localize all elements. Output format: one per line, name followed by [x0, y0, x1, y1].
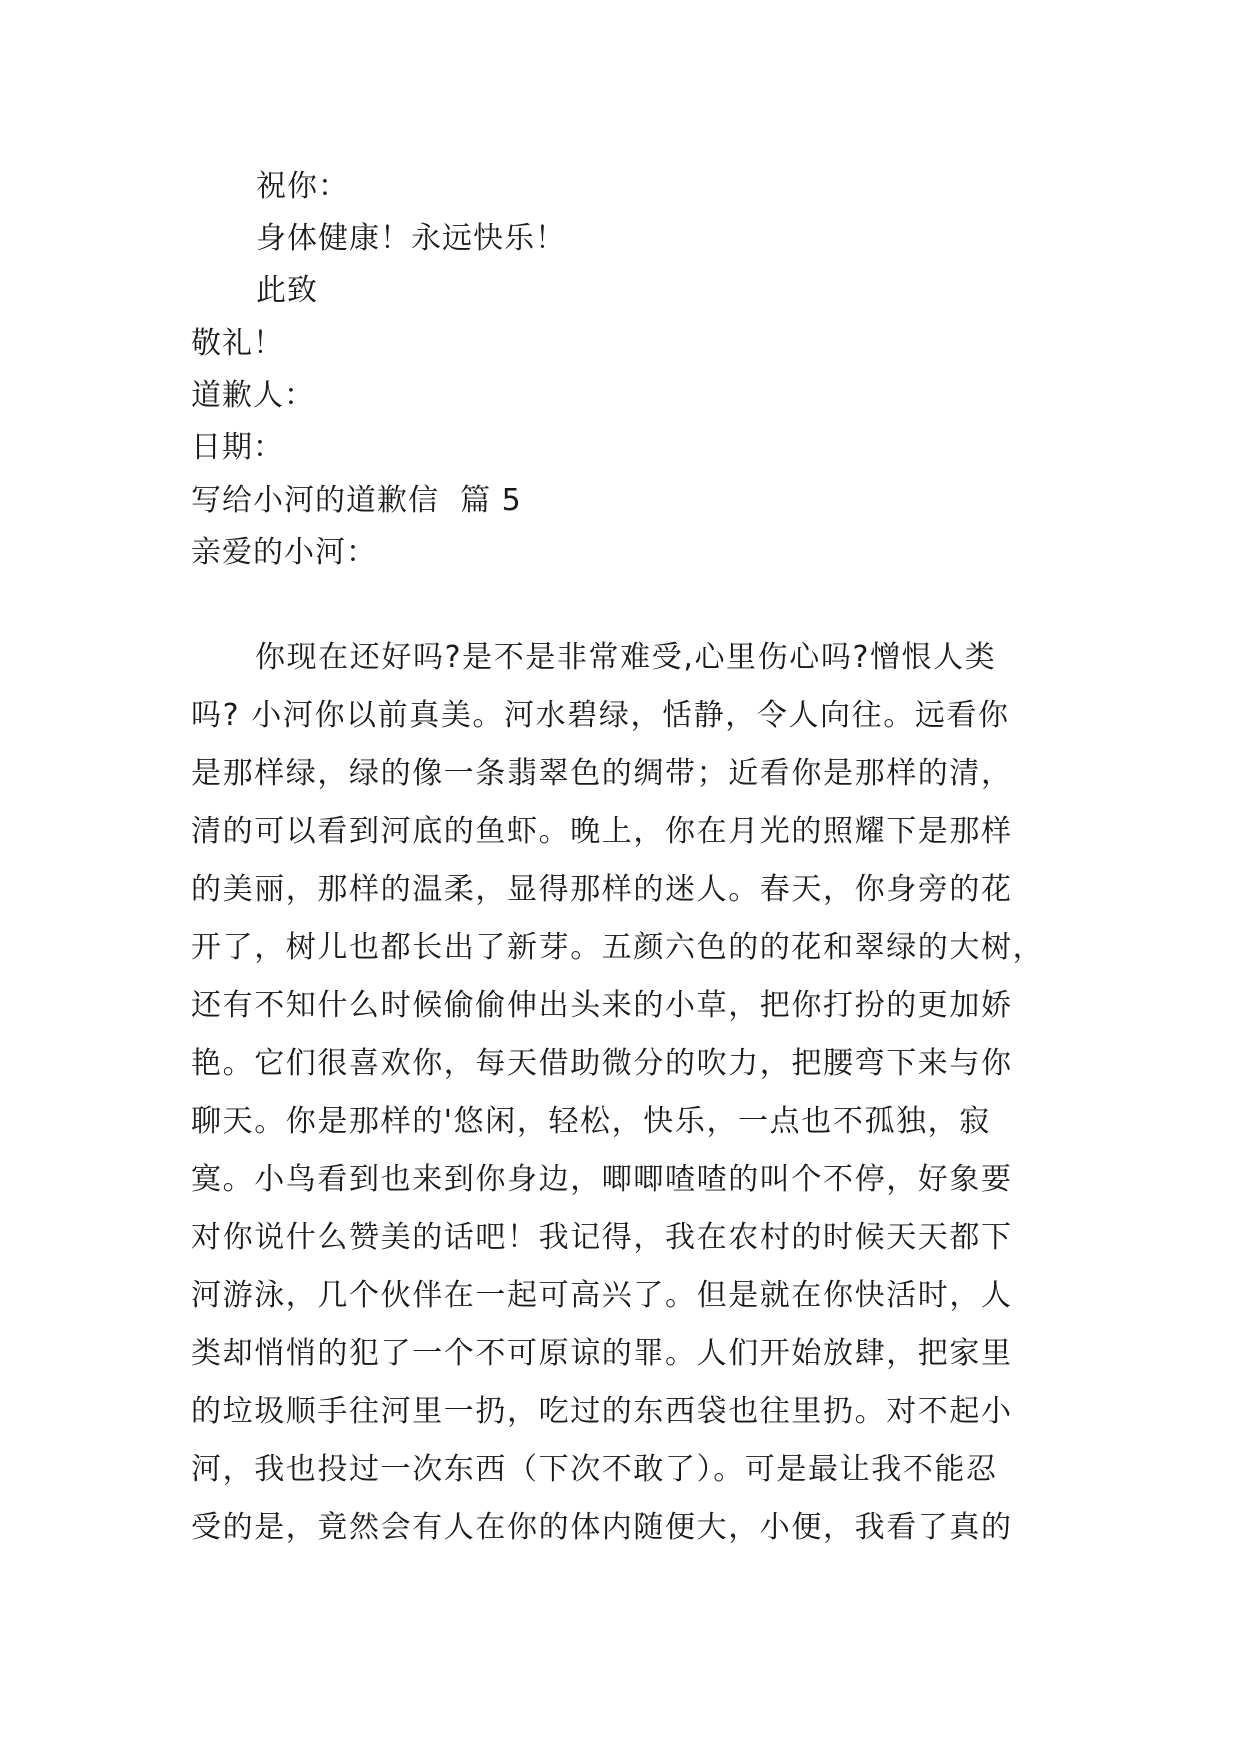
body-line: 吗? 小河你以前真美。河水碧绿，恬静，令人向往。远看你 — [191, 698, 1010, 733]
body-line: 聊天。你是那样的'悠闲，轻松，快乐，一点也不孤独，寂 — [191, 1104, 991, 1139]
body-line: 你现在还好吗?是不是非常难受,心里伤心吗?憎恨人类 — [255, 640, 997, 675]
body-line: 的垃圾顺手往河里一扔，吃过的东西袋也往里扔。对不起小 — [191, 1394, 1013, 1429]
body-line: 河，我也投过一次东西（下次不敢了）。可是最让我不能忍 — [191, 1452, 998, 1487]
body-line: 还有不知什么时候偷偷伸出头来的小草，把你打扮的更加娇 — [191, 988, 1013, 1023]
body-line: 受的是，竟然会有人在你的体内随便大，小便，我看了真的 — [191, 1510, 1013, 1545]
body-line: 的美丽，那样的温柔，显得那样的迷人。春天，你身旁的花 — [191, 872, 1013, 907]
letter-body — [191, 629, 1051, 1557]
body-line: 类却悄悄的犯了一个不可原谅的罪。人们开始放肆，把家里 — [191, 1336, 1013, 1371]
section-title: 写给小河的道歉信 篇 5 — [191, 483, 522, 518]
wish-label: 祝你： — [256, 169, 349, 204]
wish-text: 身体健康！永远快乐！ — [256, 221, 566, 256]
body-line: 开了，树儿也都长出了新芽。五颜六色的的花和翠绿的大树， — [191, 930, 1045, 965]
salute-line-1: 此致 — [256, 273, 318, 308]
salute-line-2: 敬礼！ — [191, 326, 284, 361]
body-line: 寞。小鸟看到也来到你身边，唧唧喳喳的叫个不停，好象要 — [191, 1162, 1013, 1197]
letter-greeting: 亲爱的小河： — [191, 535, 377, 570]
body-line: 清的可以看到河底的鱼虾。晚上，你在月光的照耀下是那样 — [191, 814, 1013, 849]
body-line: 是那样绿，绿的像一条翡翠色的绸带；近看你是那样的清， — [191, 756, 1013, 791]
body-line: 河游泳，几个伙伴在一起可高兴了。但是就在你快活时，人 — [191, 1278, 1013, 1313]
date-label: 日期： — [191, 430, 284, 465]
body-line: 对你说什么赞美的话吧！我记得，我在农村的时候天天都下 — [191, 1220, 1013, 1255]
signer-label: 道歉人： — [191, 378, 315, 413]
body-line: 艳。它们很喜欢你，每天借助微分的吹力，把腰弯下来与你 — [191, 1046, 1013, 1081]
